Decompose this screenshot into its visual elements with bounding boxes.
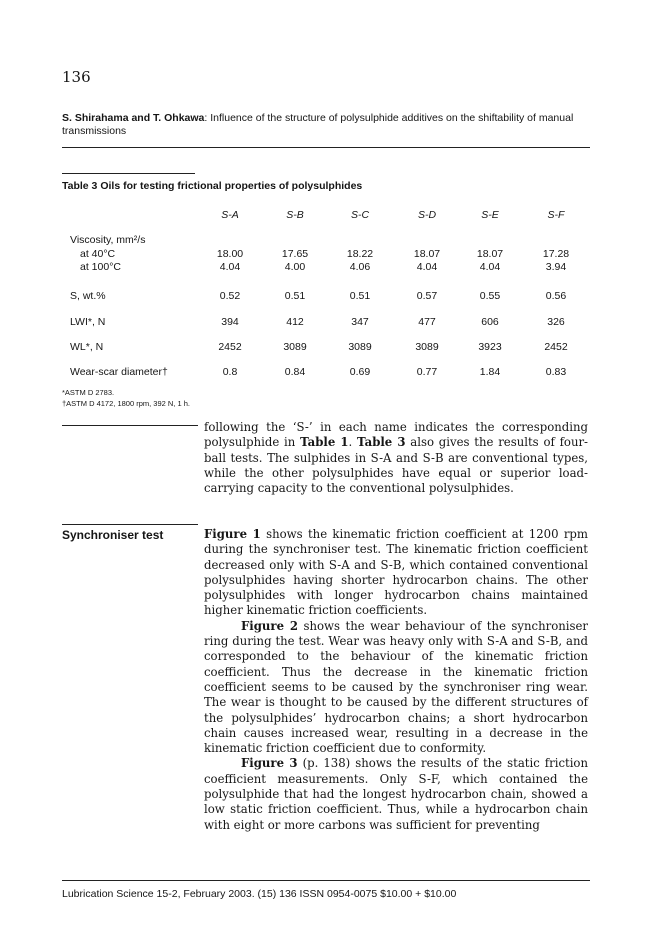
table-cell: 18.07	[413, 248, 441, 260]
table-cell: 1.84	[479, 366, 501, 378]
table-footnote: *ASTM D 2783.	[62, 388, 115, 397]
table-cell: 0.51	[284, 290, 306, 302]
table-cell: 3923	[478, 341, 502, 353]
table-cell: 4.04	[479, 261, 501, 273]
page-number: 136	[62, 68, 91, 86]
header-title: : Influence of the structure of polysulphide additives on the shiftability of manual transmissions	[62, 112, 574, 137]
col-header-s-c: S-C	[350, 209, 370, 221]
table-cell: 606	[481, 316, 499, 328]
table-cell: 4.04	[416, 261, 438, 273]
table-cell: 347	[351, 316, 369, 328]
section-body	[204, 527, 588, 833]
table-cell: 4.00	[284, 261, 306, 273]
col-header-s-d: S-D	[417, 209, 437, 221]
table-cell: 4.04	[219, 261, 241, 273]
table-cell: 0.55	[479, 290, 501, 302]
section-heading-rule	[62, 524, 198, 525]
table-cell: 18.07	[476, 248, 504, 260]
page-footer: Lubrication Science 15-2, February 2003. (15) 136 ISSN 0954-0075 $10.00 + $10.00	[62, 888, 457, 900]
table-title: Table 3 Oils for testing frictional properties of polysulphides	[62, 180, 363, 192]
row-label: S, wt.%	[70, 290, 106, 302]
table-cell: 0.51	[349, 290, 371, 302]
paragraph-figure-3: Figure 3 (p. 138) shows the results of the static friction coefficient measurements. Only S-F, which contained the polysulphide that had the longest hydrocarbon chain, showed a low static friction coefficient. Thus, while a hydrocarbon chain with eight or more carbons was sufficient for preventing	[204, 756, 588, 832]
table-cell: 477	[418, 316, 436, 328]
table-cell: 0.84	[284, 366, 306, 378]
table-cell: 3089	[415, 341, 439, 353]
row-label: WL*, N	[70, 341, 104, 353]
table-cell: 3089	[283, 341, 307, 353]
table-cell: 0.57	[416, 290, 438, 302]
paragraph-figure-1: Figure 1 shows the kinematic friction coefficient at 1200 rpm during the synchroniser test. The kinematic friction coefficient decreased only with S-A and S-B, which contained conventional polysulphides having shorter hydrocarbon chains. The other polysulphides with longer hydrocarbon chains maintained higher kinematic friction coefficients.	[204, 527, 588, 618]
table-bottom-rule	[62, 425, 198, 426]
paragraph-figure-2: Figure 2 shows the wear behaviour of the synchroniser ring during the test. Wear was heavy only with S-A and S-B, and corresponded to the behaviour of the kinematic friction coefficient. Thus the decrease in the kinematic friction coefficient seems to be caused by the synchroniser ring wear. The wear is thought to be caused by the different structures of the polysulphides’ hydrocarbon chains; a short hydrocarbon chain causes increased wear, resulting in a decrease in the kinematic friction coefficient due to conformity.	[204, 618, 588, 756]
table-cell: 0.8	[222, 366, 238, 378]
row-label: at 40°C	[80, 248, 116, 260]
table-cell: 394	[221, 316, 239, 328]
table-footnote: †ASTM D 4172, 1800 rpm, 392 N, 1 h.	[62, 399, 190, 408]
row-label: at 100°C	[80, 261, 121, 273]
row-label: Wear-scar diameter†	[70, 366, 168, 378]
table-cell: 18.22	[346, 248, 374, 260]
table-cell: 18.00	[216, 248, 244, 260]
table-cell: 3089	[348, 341, 372, 353]
col-header-s-a: S-A	[221, 209, 239, 221]
table-cell: 4.06	[349, 261, 371, 273]
table-cell: 3.94	[545, 261, 567, 273]
table-cell: 17.28	[542, 248, 570, 260]
col-header-s-b: S-B	[286, 209, 304, 221]
table-3	[0, 0, 652, 420]
table-cell: 0.56	[545, 290, 567, 302]
table-cell: 0.77	[416, 366, 438, 378]
header-authors: S. Shirahama and T. Ohkawa	[62, 112, 205, 124]
viscosity-label: Viscosity, mm²/s	[70, 234, 146, 246]
col-header-s-f: S-F	[547, 209, 565, 221]
table-cell: 326	[547, 316, 565, 328]
table-cell: 0.52	[219, 290, 241, 302]
col-header-s-e: S-E	[481, 209, 499, 221]
table-cell: 2452	[544, 341, 568, 353]
table-cell: 17.65	[281, 248, 309, 260]
table-cell: 2452	[218, 341, 242, 353]
footer-rule	[62, 880, 590, 881]
table-cell: 412	[286, 316, 304, 328]
table-cell: 0.69	[349, 366, 371, 378]
row-label: LWI*, N	[70, 316, 106, 328]
table-cell: 0.83	[545, 366, 567, 378]
section-heading: Synchroniser test	[62, 528, 164, 542]
paragraph-four-ball-results: following the ‘S-’ in each name indicates the corresponding polysulphide in Table 1. Table 3 also gives the results of four-ball tests. The sulphides in S-A and S-B are conventional types, while the other polysulphides have equal or superior load-carrying capacity to the conventional polysulphides.	[204, 420, 589, 496]
